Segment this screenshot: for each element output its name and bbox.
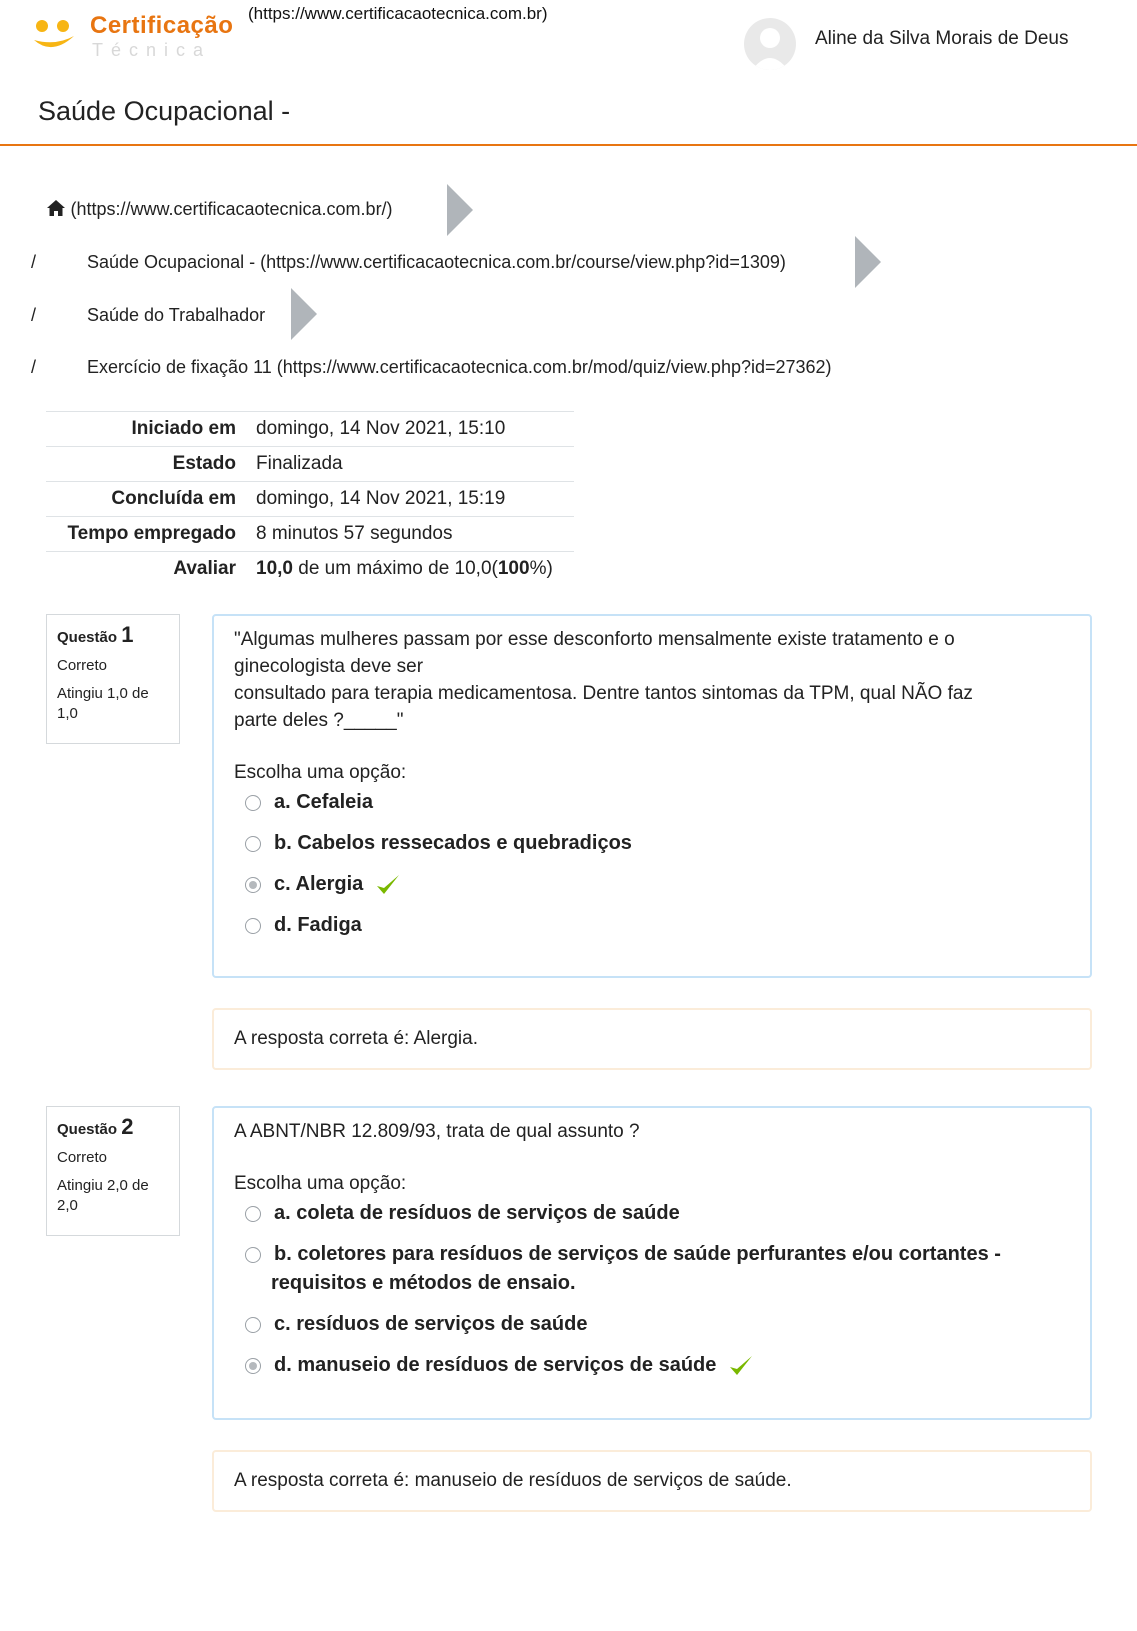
option-label: d. Fadiga <box>274 914 362 936</box>
question-text-line: consultado para terapia medicamentosa. Dentre tantos sintomas da TPM, qual NÃO faz <box>234 683 973 704</box>
breadcrumb-home-label: (https://www.certificacaotecnica.com.br/) <box>70 199 393 219</box>
radio-button[interactable] <box>245 836 261 852</box>
summary-row-grade <box>46 552 574 587</box>
site-logo[interactable] <box>30 8 235 66</box>
site-url-link[interactable]: (https://www.certificacaotecnica.com.br) <box>248 4 548 23</box>
question-text-line: parte deles ?_____" <box>234 710 404 731</box>
summary-label: Avaliar <box>46 552 256 587</box>
question-grade: Atingiu 2,0 de 2,0 <box>57 1177 149 1214</box>
logo-text: Certificação <box>90 12 234 39</box>
breadcrumb-arrow-icon <box>291 288 317 340</box>
user-name[interactable]: Aline da Silva Morais de Deus <box>815 28 1069 49</box>
question-text-line: "Algumas mulheres passam por esse desconforto mensalmente existe tratamento e o <box>234 629 955 650</box>
answer-option-a[interactable] <box>234 788 1070 817</box>
breadcrumb-separator: / <box>31 305 37 325</box>
radio-button[interactable] <box>245 1247 261 1263</box>
answer-option-a[interactable] <box>234 1199 1070 1228</box>
summary-row <box>46 447 574 482</box>
summary-grade <box>256 552 574 587</box>
summary-value: 8 minutos 57 segundos <box>256 517 574 552</box>
option-label: a. Cefaleia <box>274 791 373 813</box>
breadcrumb-item-quiz[interactable]: Exercício de fixação 11 (https://www.certificacaotecnica.com.br/mod/quiz/view.php?id=27362) <box>87 357 832 377</box>
breadcrumb-item-course[interactable]: Saúde Ocupacional - (https://www.certificacaotecnica.com.br/course/view.php?id=1309) <box>87 252 786 272</box>
option-label: c. Alergia <box>274 873 364 895</box>
answer-option-b[interactable] <box>234 829 1070 858</box>
grade-max: de um máximo de 10,0( <box>292 558 498 579</box>
summary-row <box>46 482 574 517</box>
logo-subtext: Técnica <box>92 40 212 60</box>
feedback-box <box>212 1450 1092 1512</box>
grade-percent-sign: %) <box>529 558 553 579</box>
question-text-line: A ABNT/NBR 12.809/93, trata de qual assunto ? <box>234 1121 640 1142</box>
question-info <box>46 614 180 744</box>
logo-mark-icon <box>30 16 86 60</box>
attempt-summary-table <box>46 411 574 586</box>
summary-label: Concluída em <box>46 482 256 517</box>
answer-option-c[interactable] <box>234 1310 1070 1339</box>
choose-option-prompt: Escolha uma opção: <box>234 762 407 783</box>
header-divider <box>0 144 1137 146</box>
question-state: Correto <box>57 657 108 674</box>
summary-row <box>46 517 574 552</box>
question-content <box>212 614 1092 978</box>
radio-button-selected[interactable] <box>245 877 261 893</box>
option-label: b. coletores para resíduos de serviços de saúde perfurantes e/ou cortantes - <box>274 1243 1001 1265</box>
breadcrumb-arrow-icon <box>447 184 473 236</box>
breadcrumb-arrow-icon <box>855 236 881 288</box>
question-label: Questão <box>57 629 118 646</box>
correct-answer-feedback: A resposta correta é: Alergia. <box>234 1028 478 1049</box>
option-label: d. manuseio de resíduos de serviços de saúde <box>274 1354 717 1376</box>
choose-option-prompt: Escolha uma opção: <box>234 1173 407 1194</box>
radio-button[interactable] <box>245 795 261 811</box>
question-text <box>234 1118 1070 1145</box>
question-number: 1 <box>121 622 134 647</box>
feedback-box <box>212 1008 1092 1070</box>
question-text-line: ginecologista deve ser <box>234 656 424 677</box>
correct-check-icon <box>728 1354 754 1378</box>
answer-option-d[interactable] <box>234 1351 1070 1380</box>
question-content <box>212 1106 1092 1420</box>
grade-percent: 100 <box>497 558 530 579</box>
question-text <box>234 626 1070 734</box>
summary-value: domingo, 14 Nov 2021, 15:19 <box>256 482 574 517</box>
summary-value: Finalizada <box>256 447 574 482</box>
option-label: a. coleta de resíduos de serviços de saúde <box>274 1202 680 1224</box>
correct-check-icon <box>375 873 401 897</box>
breadcrumb-separator: / <box>31 252 37 272</box>
grade-value: 10,0 <box>256 558 293 579</box>
avatar[interactable] <box>744 18 796 70</box>
option-label: b. Cabelos ressecados e quebradiços <box>274 832 632 854</box>
correct-answer-feedback: A resposta correta é: manuseio de resíduos de serviços de saúde. <box>234 1470 792 1491</box>
home-icon <box>46 199 66 217</box>
question-number: 2 <box>121 1114 134 1139</box>
answer-option-d[interactable] <box>234 911 1070 940</box>
question-grade: Atingiu 1,0 de 1,0 <box>57 685 149 722</box>
page-title: Saúde Ocupacional - <box>38 96 291 126</box>
summary-row <box>46 412 574 447</box>
breadcrumb-separator: / <box>31 357 37 377</box>
summary-label: Tempo empregado <box>46 517 256 552</box>
radio-button[interactable] <box>245 1317 261 1333</box>
breadcrumb-home[interactable] <box>46 199 393 220</box>
radio-button-selected[interactable] <box>245 1358 261 1374</box>
question-state: Correto <box>57 1149 108 1166</box>
question-info <box>46 1106 180 1236</box>
radio-button[interactable] <box>245 918 261 934</box>
summary-label: Estado <box>46 447 256 482</box>
answer-option-b[interactable] <box>234 1240 1070 1298</box>
answer-option-c[interactable] <box>234 870 1070 899</box>
user-icon <box>744 18 796 70</box>
breadcrumb-item-section[interactable]: Saúde do Trabalhador <box>87 305 266 325</box>
summary-value: domingo, 14 Nov 2021, 15:10 <box>256 412 574 447</box>
question-label: Questão <box>57 1121 118 1138</box>
option-label: c. resíduos de serviços de saúde <box>274 1313 588 1335</box>
radio-button[interactable] <box>245 1206 261 1222</box>
option-label-continuation: requisitos e métodos de ensaio. <box>271 1272 576 1294</box>
summary-label: Iniciado em <box>46 412 256 447</box>
